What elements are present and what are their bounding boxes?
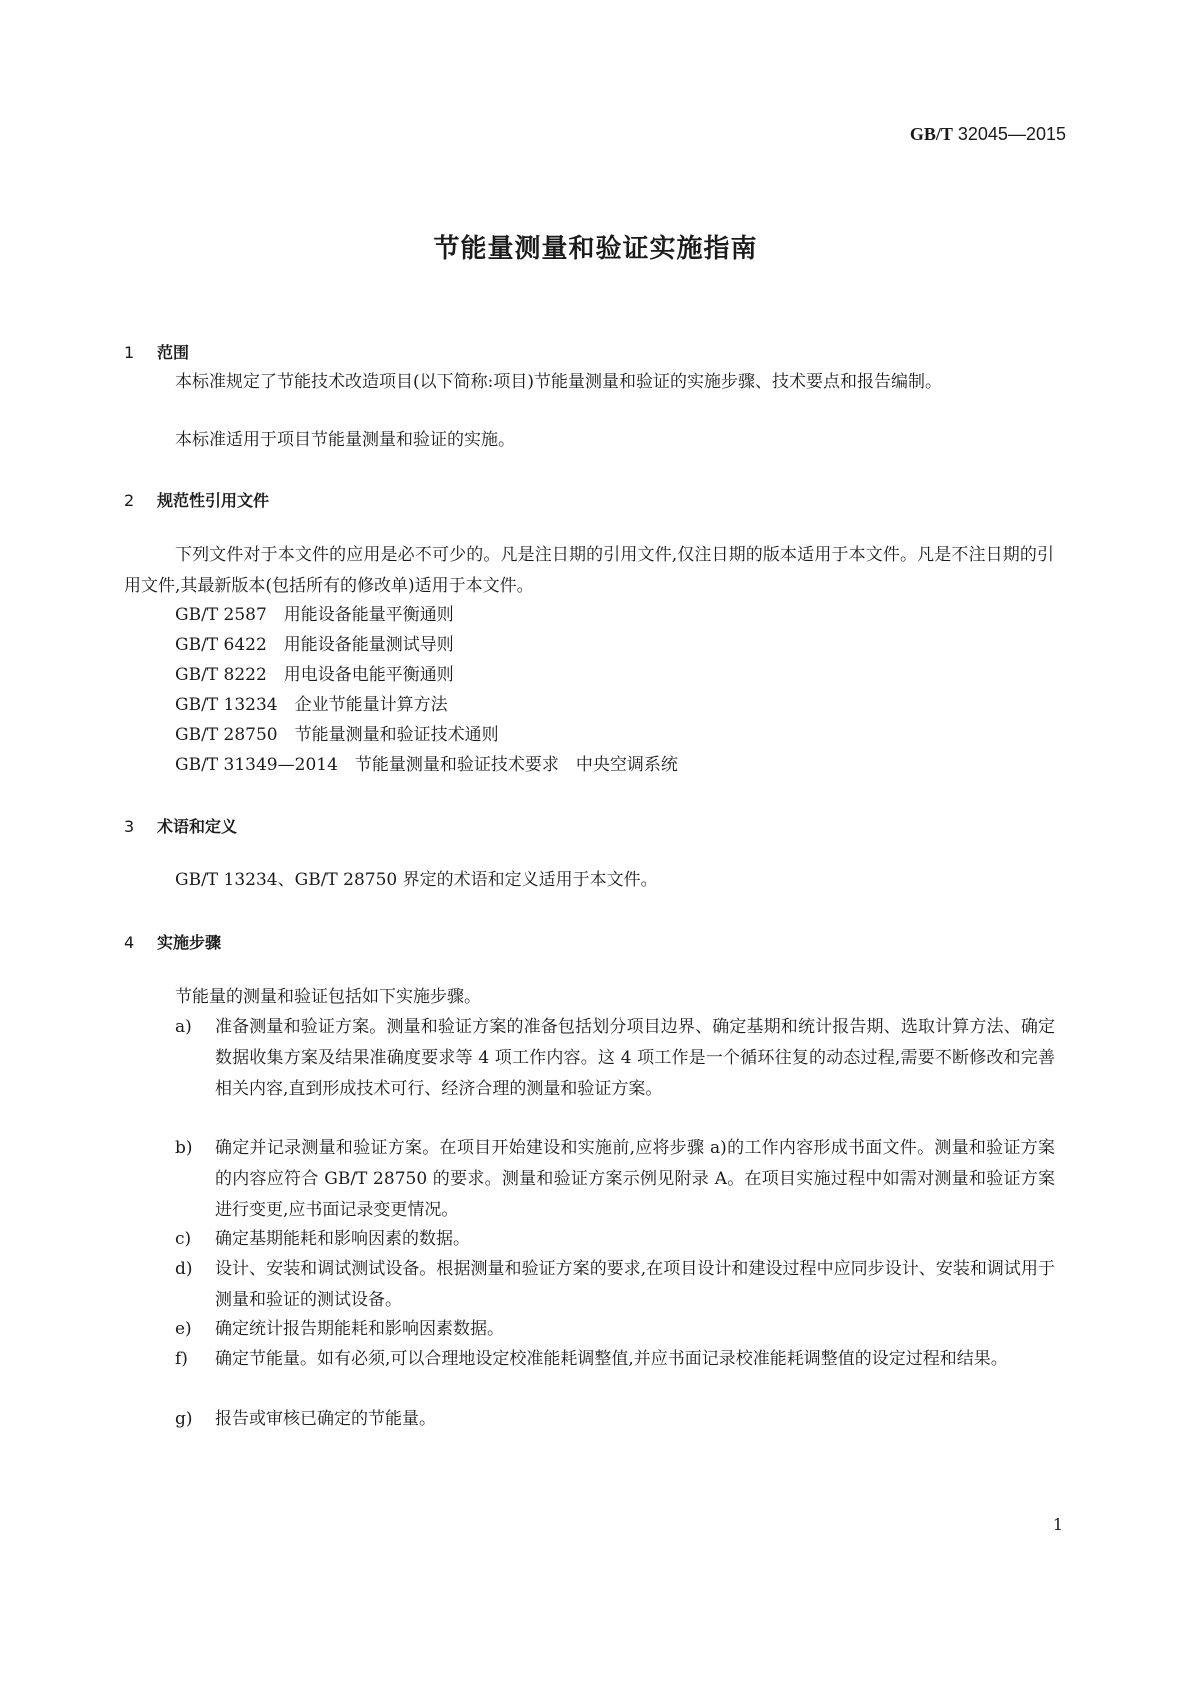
references-intro-paragraph: 下列文件对于本文件的应用是必不可少的。凡是注日期的引用文件,仅注日期的版本适用于本文件。凡是不注日期的引用文件,其最新版本(包括所有的修改单)适用于本文件。 bbox=[124, 545, 1054, 596]
step-marker: c) bbox=[175, 1229, 192, 1249]
page-number: 1 bbox=[1052, 1515, 1063, 1534]
step-text: 设计、安装和调试测试设备。根据测量和验证方案的要求,在项目设计和建设过程中应同步设计、安装和调试用于测量和验证的测试设备。 bbox=[215, 1259, 1055, 1310]
step-item-e bbox=[175, 1314, 1055, 1345]
step-marker: d) bbox=[175, 1259, 193, 1279]
section-title: 实施步骤 bbox=[157, 933, 222, 952]
step-text: 确定节能量。如有必须,可以合理地设定校准能耗调整值,并应书面记录校准能耗调整值的设定过程和结果。 bbox=[215, 1349, 1008, 1369]
section-title: 范围 bbox=[157, 343, 190, 362]
terms-paragraph: GB/T 13234、GB/T 28750 界定的术语和定义适用于本文件。 bbox=[175, 870, 658, 890]
step-item-c bbox=[175, 1224, 1055, 1255]
step-marker: g) bbox=[175, 1409, 193, 1429]
step-item-g bbox=[175, 1404, 1055, 1435]
reference-item: GB/T 28750 节能量测量和验证技术通则 bbox=[175, 725, 499, 745]
reference-item: GB/T 2587 用能设备能量平衡通则 bbox=[175, 605, 454, 625]
section-heading-scope bbox=[124, 340, 189, 363]
reference-item: GB/T 31349—2014 节能量测量和验证技术要求 中央空调系统 bbox=[175, 755, 678, 775]
reference-item: GB/T 13234 企业节能量计算方法 bbox=[175, 695, 448, 715]
section-title: 术语和定义 bbox=[157, 817, 238, 836]
section-number: 3 bbox=[124, 817, 135, 836]
reference-item: GB/T 6422 用能设备能量测试导则 bbox=[175, 635, 454, 655]
section-heading-normative-references bbox=[124, 488, 269, 511]
standard-prefix: GB/T bbox=[909, 124, 953, 144]
section-number: 2 bbox=[124, 491, 135, 510]
standard-number bbox=[910, 124, 1066, 145]
scope-paragraph-2: 本标准适用于项目节能量测量和验证的实施。 bbox=[175, 430, 515, 450]
step-text: 报告或审核已确定的节能量。 bbox=[215, 1409, 436, 1429]
standard-code: 32045—2015 bbox=[957, 124, 1066, 144]
section-heading-terms bbox=[124, 814, 237, 837]
section-title: 规范性引用文件 bbox=[157, 491, 270, 510]
step-item-f bbox=[175, 1344, 1055, 1375]
step-text: 确定基期能耗和影响因素的数据。 bbox=[215, 1229, 470, 1249]
document-title: 节能量测量和验证实施指南 bbox=[433, 234, 758, 264]
reference-item: GB/T 8222 用电设备电能平衡通则 bbox=[175, 665, 454, 685]
section-number: 4 bbox=[124, 933, 135, 952]
step-marker: a) bbox=[175, 1017, 192, 1037]
step-marker: b) bbox=[175, 1138, 193, 1158]
scope-paragraph-1: 本标准规定了节能技术改造项目(以下简称:项目)节能量测量和验证的实施步骤、技术要点和报告编制。 bbox=[175, 372, 942, 392]
step-text: 确定统计报告期能耗和影响因素数据。 bbox=[215, 1319, 504, 1339]
step-text: 确定并记录测量和验证方案。在项目开始建设和实施前,应将步骤 a)的工作内容形成书面文件。测量和验证方案的内容应符合 GB/T 28750 的要求。测量和验证方案示例见附录 A。在项目实施过程中如需对测量和验证方案进行变更,应书面记录变更情况。 bbox=[215, 1138, 1055, 1220]
step-marker: f) bbox=[175, 1349, 188, 1369]
step-text: 准备测量和验证方案。测量和验证方案的准备包括划分项目边界、确定基期和统计报告期、选取计算方法、确定数据收集方案及结果准确度要求等 4 项工作内容。这 4 项工作是一个循环往复的动态过程,需要不断修改和完善相关内容,直到形成技术可行、经济合理的测量和验证方案。 bbox=[215, 1017, 1055, 1099]
step-item-b bbox=[175, 1133, 1055, 1226]
step-item-a bbox=[175, 1012, 1055, 1105]
section-number: 1 bbox=[124, 343, 135, 362]
step-item-d bbox=[175, 1254, 1055, 1316]
steps-intro-paragraph: 节能量的测量和验证包括如下实施步骤。 bbox=[175, 987, 481, 1007]
step-marker: e) bbox=[175, 1319, 192, 1339]
section-heading-implementation-steps bbox=[124, 930, 221, 953]
